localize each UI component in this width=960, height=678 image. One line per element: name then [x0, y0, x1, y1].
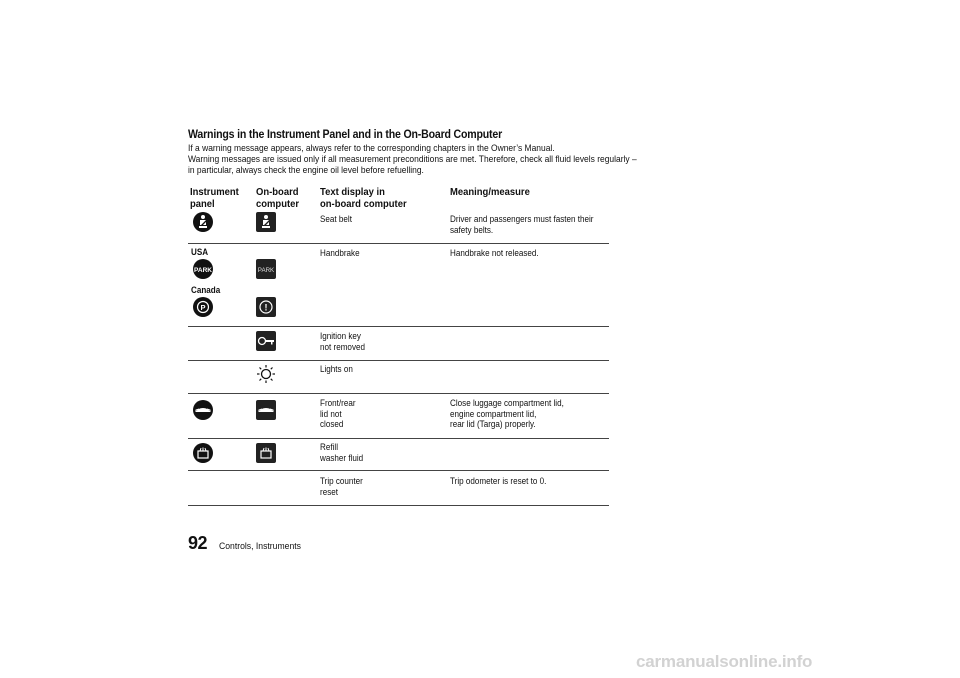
- park-text-icon: [256, 259, 276, 279]
- header-text-display: Text display in on-board computer: [320, 186, 407, 210]
- svg-text:PARK: PARK: [194, 267, 212, 274]
- row-text-ignition-key: Ignition key not removed: [320, 331, 365, 352]
- page-title: Warnings in the Instrument Panel and in the On-Board Computer: [188, 129, 503, 141]
- svg-text:PARK: PARK: [257, 267, 275, 274]
- row-divider: [188, 243, 609, 244]
- row-divider: [188, 360, 609, 361]
- header-on-board-computer: On-board computer: [256, 186, 300, 210]
- car-lids-icon: [256, 400, 276, 420]
- ignition-key-icon: [256, 331, 276, 351]
- row-text-washer-fluid: Refill washer fluid: [320, 442, 364, 463]
- intro-line: in particular, always check the engine oil level before refuelling.: [188, 165, 424, 175]
- svg-text:P: P: [200, 303, 206, 312]
- washer-fluid-icon: [256, 443, 276, 463]
- row-divider: [188, 326, 609, 327]
- row-text-lights-on: Lights on: [320, 364, 353, 374]
- region-label-canada: Canada: [191, 285, 221, 295]
- page-number: 92: [188, 533, 208, 553]
- exclamation-circle-icon: [256, 297, 276, 317]
- seat-belt-icon: [193, 212, 213, 232]
- lights-on-icon: [256, 364, 276, 384]
- row-text-trip-counter: Trip counter reset: [320, 476, 363, 497]
- row-meaning-handbrake: Handbrake not released.: [450, 248, 539, 258]
- car-lids-icon: [193, 400, 213, 420]
- header-meaning-measure: Meaning/measure: [450, 186, 530, 198]
- watermark: carmanualsonline.info: [636, 652, 813, 671]
- row-meaning-seat-belt: Driver and passengers must fasten their safety belts.: [450, 214, 594, 235]
- header-instrument-panel: Instrument panel: [190, 186, 239, 210]
- row-text-front-rear-lid: Front/rear lid not closed: [320, 398, 356, 429]
- region-label-usa: USA: [191, 247, 209, 257]
- row-text-seat-belt: Seat belt: [320, 214, 352, 224]
- svg-text:!: !: [264, 302, 268, 313]
- intro-line: Warning messages are issued only if all measurement preconditions are met. Therefore, check all fluid levels regularly –: [188, 154, 637, 164]
- p-circle-icon: [193, 297, 213, 317]
- section-name: Controls, Instruments: [219, 540, 301, 551]
- row-divider: [188, 470, 609, 471]
- intro-text: [188, 143, 666, 176]
- row-meaning-trip-counter: Trip odometer is reset to 0.: [450, 476, 547, 486]
- row-divider: [188, 393, 609, 394]
- washer-fluid-icon: [193, 443, 213, 463]
- row-text-handbrake: Handbrake: [320, 248, 360, 258]
- row-divider: [188, 438, 609, 439]
- seat-belt-icon: [256, 212, 276, 232]
- park-icon: [193, 259, 213, 279]
- row-meaning-front-rear-lid: Close luggage compartment lid, engine compartment lid, rear lid (Targa) properly.: [450, 398, 564, 429]
- intro-line: If a warning message appears, always refer to the corresponding chapters in the Owner’s Manual.: [188, 143, 555, 153]
- row-divider: [188, 505, 609, 506]
